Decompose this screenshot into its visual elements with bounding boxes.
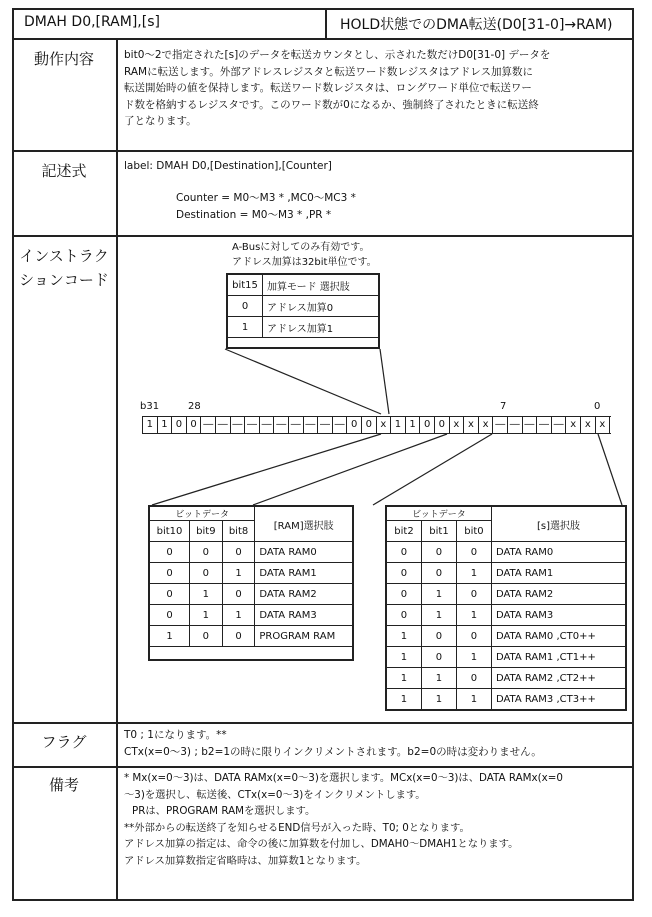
mode-bit: 1 <box>228 317 263 338</box>
bit-cell: ― <box>493 417 508 433</box>
ram-bitdata-header: ビットデータ <box>150 507 255 521</box>
ram-option: DATA RAM2 <box>255 584 353 605</box>
ram-option: DATA RAM3 <box>255 605 353 626</box>
s-bit-value: 1 <box>421 689 456 710</box>
s-row <box>387 605 626 626</box>
ram-row <box>150 584 353 605</box>
s-bit-value: 0 <box>421 563 456 584</box>
bit-cell: ― <box>318 417 333 433</box>
s-option: DATA RAM0 ,CT0++ <box>491 626 625 647</box>
s-option: DATA RAM2 ,CT2++ <box>491 668 625 689</box>
bit-cell: ― <box>537 417 552 433</box>
mode-header-name: 加算モード 選択肢 <box>263 275 379 296</box>
ram-row <box>150 626 353 647</box>
remarks-label: 備考 <box>48 776 79 794</box>
bit-cell: x <box>566 417 581 433</box>
bit-cell: 1 <box>406 417 421 433</box>
mode-name: アドレス加算1 <box>263 317 379 338</box>
bit-cell: ― <box>333 417 348 433</box>
s-bit-value: 0 <box>421 542 456 563</box>
bit-cell: ― <box>508 417 523 433</box>
bit-label-b7: 7 <box>500 401 507 412</box>
mode-header-bit: bit15 <box>228 275 263 296</box>
instruction-title: DMAH D0,[RAM],[s] <box>24 14 160 30</box>
ram-bit-value: 0 <box>222 584 255 605</box>
bit-label-b31: b31 <box>140 401 160 412</box>
s-row <box>387 584 626 605</box>
s-option: DATA RAM0 <box>491 542 625 563</box>
bit-cell: 1 <box>391 417 406 433</box>
s-option: DATA RAM3 <box>491 605 625 626</box>
s-bit-value: 0 <box>456 668 491 689</box>
bit-cell: ― <box>274 417 289 433</box>
bit-cell: ― <box>231 417 246 433</box>
s-bit-value: 1 <box>387 647 422 668</box>
bit-label-b28: 28 <box>188 401 201 412</box>
bit-cell: 0 <box>362 417 377 433</box>
s-bit-value: 0 <box>456 542 491 563</box>
instruction-notes: A-Busに対してのみ有効です。 アドレス加算は32bit単位です。 <box>232 242 377 268</box>
s-bit-value: 1 <box>456 689 491 710</box>
s-bit-value: 1 <box>387 689 422 710</box>
s-bit-value: 1 <box>387 626 422 647</box>
bit-cell: ― <box>260 417 275 433</box>
ram-col-header: bit8 <box>222 521 255 542</box>
s-row <box>387 689 626 710</box>
s-bit-value: 1 <box>456 647 491 668</box>
syntax-destination: Destination = M0～M3 * ,PR * <box>176 209 332 221</box>
s-bit-value: 0 <box>456 626 491 647</box>
ram-bit-value: 0 <box>150 584 190 605</box>
mode-name: アドレス加算0 <box>263 296 379 317</box>
s-row <box>387 668 626 689</box>
bit-cell: x <box>377 417 392 433</box>
ram-bit-value: 0 <box>150 605 190 626</box>
ram-row <box>150 605 353 626</box>
s-bit-value: 0 <box>387 542 422 563</box>
bit-cell: ― <box>304 417 319 433</box>
s-option: DATA RAM1 ,CT1++ <box>491 647 625 668</box>
bit-cell: 0 <box>187 417 202 433</box>
s-bit-value: 0 <box>387 563 422 584</box>
ram-option: DATA RAM0 <box>255 542 353 563</box>
instruction-code-label: インストラク ションコード <box>19 247 109 289</box>
mode-bit: 0 <box>228 296 263 317</box>
s-bit-value: 0 <box>387 605 422 626</box>
instruction-description: HOLD状態でのDMA転送(D0[31-0]→RAM) <box>340 17 613 33</box>
s-row <box>387 647 626 668</box>
bit-cell: ― <box>552 417 567 433</box>
ram-bit-value: 0 <box>150 542 190 563</box>
s-bitdata-header: ビットデータ <box>387 507 492 521</box>
s-bit-value: 1 <box>421 605 456 626</box>
s-bit-value: 1 <box>421 668 456 689</box>
bit-cell: ― <box>245 417 260 433</box>
bit-cell: 0 <box>420 417 435 433</box>
ram-bit-value: 1 <box>222 605 255 626</box>
s-col-header: bit0 <box>456 521 491 542</box>
syntax-label: 記述式 <box>41 162 87 180</box>
s-bit-value: 0 <box>456 584 491 605</box>
flag-label: フラグ <box>41 733 87 751</box>
ram-bit-value: 0 <box>190 563 223 584</box>
bit-cell: x <box>450 417 465 433</box>
bit-cell: 1 <box>158 417 173 433</box>
s-bit-value: 0 <box>421 647 456 668</box>
s-row <box>387 542 626 563</box>
s-bit-value: 0 <box>387 584 422 605</box>
bit-label-b0: 0 <box>594 401 601 412</box>
bit-cell: 0 <box>172 417 187 433</box>
s-option: DATA RAM1 <box>491 563 625 584</box>
s-row <box>387 563 626 584</box>
bit-cell: ― <box>201 417 216 433</box>
s-bit-value: 0 <box>421 626 456 647</box>
s-bit-value: 1 <box>456 605 491 626</box>
ram-bit-value: 0 <box>222 626 255 647</box>
bit-cell: 1 <box>143 417 158 433</box>
s-select-table <box>385 505 627 711</box>
ram-select-header: [RAM]選択肢 <box>255 507 353 542</box>
operation-label: 動作内容 <box>33 50 94 68</box>
ram-col-header: bit9 <box>190 521 223 542</box>
s-row <box>387 626 626 647</box>
ram-select-table <box>148 505 354 661</box>
ram-bit-value: 0 <box>150 563 190 584</box>
ram-bit-value: 1 <box>190 584 223 605</box>
s-bit-value: 1 <box>387 668 422 689</box>
syntax-line: label: DMAH D0,[Destination],[Counter] <box>124 160 332 172</box>
ram-bit-value: 0 <box>222 542 255 563</box>
bit-cell: ― <box>216 417 231 433</box>
ram-option: DATA RAM1 <box>255 563 353 584</box>
bit-cell: 0 <box>347 417 362 433</box>
syntax-counter: Counter = M0～M3 * ,MC0～MC3 * <box>176 192 356 204</box>
ram-bit-value: 1 <box>190 605 223 626</box>
bit-cell: ― <box>523 417 538 433</box>
bit-cell: x <box>596 417 611 433</box>
bit-cell: x <box>464 417 479 433</box>
bit-cell: ― <box>289 417 304 433</box>
ram-option: PROGRAM RAM <box>255 626 353 647</box>
bit-cell: 0 <box>435 417 450 433</box>
operation-text: bit0～2で指定された[s]のデータを転送カウンタとし、示された数だけD0[31-0] データを RAMに転送します。外部アドレスレジスタと転送ワード数レジスタはアドレス加算数に 転送開始時の値を保持します。転送ワード数レジスタは、ロングワード単位で転送ワー ド数を格納するレジスタです。このワード数が0になるか、強制終了されたときに転送終 了となります。 <box>124 49 551 127</box>
s-select-header: [s]選択肢 <box>491 507 625 542</box>
s-option: DATA RAM3 ,CT3++ <box>491 689 625 710</box>
ram-bit-value: 1 <box>150 626 190 647</box>
ram-row <box>150 542 353 563</box>
bit-cell: x <box>581 417 596 433</box>
s-col-header: bit1 <box>421 521 456 542</box>
remarks-text: * Mx(x=0～3)は、DATA RAMx(x=0～3)を選択します。MCx(x=0～3)は、DATA RAMx(x=0 ～3)を選択し、転送後、CTx(x=0～3)をインクリメントします。 PRは、PROGRAM RAMを選択します。 **外部からの転送終了を知らせるEND信号が入った時、T0; 0となります。 アドレス加算の指定は、命令の後に加算数を付加し、DMAH0～DMAH1となります。 アドレス加算数指定省略時は、加算数1となります。 <box>124 772 563 867</box>
ram-bit-value: 0 <box>190 626 223 647</box>
bit-cell: x <box>479 417 494 433</box>
s-option: DATA RAM2 <box>491 584 625 605</box>
ram-row <box>150 563 353 584</box>
ram-col-header: bit10 <box>150 521 190 542</box>
s-bit-value: 1 <box>421 584 456 605</box>
ram-bit-value: 0 <box>190 542 223 563</box>
s-bit-value: 1 <box>456 563 491 584</box>
s-col-header: bit2 <box>387 521 422 542</box>
flag-text: T0 ; 1になります。** CTx(x=0～3) ; b2=1の時に限りインクリメントされます。b2=0の時は変わりません。 <box>124 729 542 758</box>
ram-bit-value: 1 <box>222 563 255 584</box>
